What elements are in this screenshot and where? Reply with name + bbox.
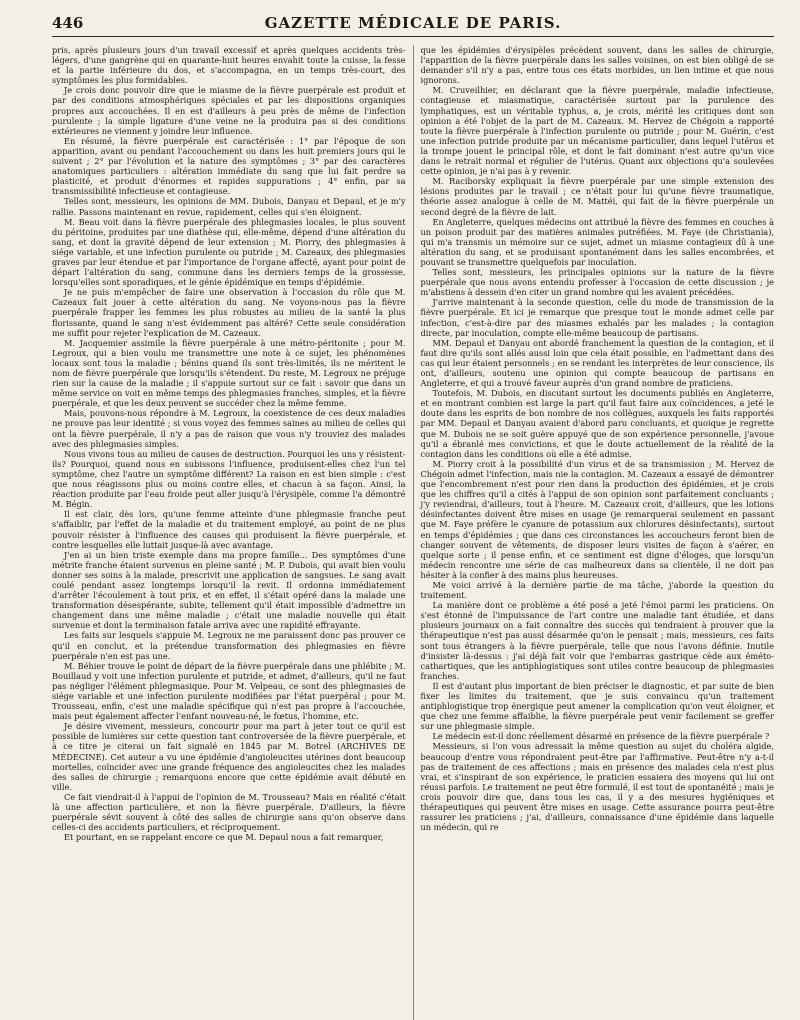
- paragraph: pris, après plusieurs jours d'un travail excessif et après quelques accidents très-légers, d'une gangrène qui en quarante-huit heures envahit toute la cuisse, la fesse et la partie inférieure du dos, et s'accompagna, en un temps très-court, des symptômes les plus formidables.: [52, 45, 406, 86]
- text-columns: [52, 45, 774, 1020]
- paragraph: Le médecin est-il donc réellement désarmé en présence de la fièvre puerpérale ?: [432, 731, 770, 742]
- paragraph: Je ne puis m'empêcher de faire une observation à l'occasion du rôle que M. Cazeaux fait jouer à cette altération du sang. Ne voyons-nous pas la fièvre puerpérale frapper les femmes les plus robustes au milieu de la santé la plus florissante, quand le sang n'est évidemment pas altéré? Cette seule considération me suffit pour rejeter l'explication de M. Cazeaux.: [52, 287, 406, 338]
- paragraph: M. Béhier trouve le point de départ de la fièvre puerpérale dans une phlébite ; M. Bouillaud y voit une infection purulente et putride, et admet, d'ailleurs, qu'il ne faut pas négliger l'élément phlegmasique. Pour M. Velpeau, ce sont des phlegmasies de siége variable et une infection purulente modifiées par l'état puerpéral ; pour M. Trousseau, enfin, c'est une maladie spécifique qui n'est pas propre à l'accouchée, mais peut également affecter l'enfant nouveau-né, le fœtus, l'homme, etc.: [52, 660, 406, 722]
- paragraph: MM. Depaul et Danyau ont abordé franchement la question de la contagion, et il faut dire qu'ils sont allés aussi loin que cela était possible, en l'admettant dans des cas qui leur étaient personnels ; en se rendant les interprètes de leur conscience, ils ont, d'ailleurs, soutenu une opinion qui compte beaucoup de partisans en Angleterre, et qui a trouvé faveur auprès d'un grand nombre de praticiens.: [420, 337, 774, 389]
- page-header: [52, 10, 774, 37]
- paragraph: Telles sont, messieurs, les principales opinions sur la nature de la fièvre puerpérale que nous avons entendu professer à l'occasion de cette discussion ; je m'abstiens à dessein d'en citer un grand nombre qui les avaient précédées.: [420, 267, 774, 298]
- paragraph: M. Cruveilhier, en déclarant que la fièvre puerpérale, maladie infectieuse, contagieuse et miasmatique, caractérisée surtout par la purulence des lymphatiques, est un véritable typhus, a, je crois, mérité les critiques dont son opinion a été l'objet de la part de M. Cazeaux. M. Hervez de Chégoin a rapporté toute la fièvre puerpérale à l'infection purulente ou putride ; pour M. Guérin, c'est une infection putride produite par un mécanisme particulier, dans lequel l'utérus et la trompe jouent le principal rôle, et dont le fait dominant n'est autre qu'un vice dans le retrait normal et régulier de l'utérus. Quant aux objections qu'a soulevées cette opinion, je n'ai pas à y revenir.: [420, 85, 774, 177]
- paragraph: Me voici arrivé à la dernière partie de ma tâche, j'aborde la question du traitement.: [420, 579, 774, 601]
- paragraph: Il est clair, dès lors, qu'une femme atteinte d'une phlegmasie franche peut s'affaiblir, par l'effet de la maladie et du traitement employé, au point de ne plus pouvoir résister à l'influence des causes qui produisent la fièvre puerpérale, et contre lesquelles elle luttait jusque-là avec avantage.: [52, 509, 406, 550]
- paragraph: J'arrive maintenant à la seconde question, celle du mode de transmission de la fièvre puerpérale. Et ici je remarque que presque tout le monde admet celle par infection, c'est-à-dire par des miasmes exhalés par les malades ; la contagion directe, par inoculation, compte elle-même beaucoup de partisans.: [420, 297, 774, 338]
- paragraph: Il est d'autant plus important de bien préciser le diagnostic, et par suite de bien fixer les limites du traitement, que je suis convaincu qu'un traitement antiphlogistique trop énergique peut amener la complication qu'on veut éloigner, et que chez une femme affaiblie, la fièvre puerpérale peut venir facilement se greffer sur une phlegmasie simple.: [420, 680, 774, 732]
- paragraph: M. Piorry croit à la possibilité d'un virus et de sa transmission ; M. Hervez de Chégoin admet l'infection, mais nie la contagion. M. Cazeaux a essayé de démontrer que l'encombrement n'est pour rien dans la production des épidémies, et je crois que les chiffres qu'il a cités à l'appui de son opinion sont parfaitement concluants ; j'y reviendrai, d'ailleurs, tout à l'heure. M. Cazeaux croit, d'ailleurs, que les lotions désinfectantes doivent être mises en usage (je remarquerai seulement en passant que M. Faye préfère le cyanure de potassium aux chlorures désinfectants), surtout en temps d'épidémies ; que dans ces circonstances les accoucheurs feront bien de changer souvent de vêtements, de disposer leurs visites de façon à s'aérer, en quelque sorte ; il pense enfin, et ce sentiment est digne d'éloges, que lorsqu'un médecin rencontre une série de cas malheureux dans sa clientèle, il ne doit pas hésiter à la confier à des mains plus heureuses.: [420, 458, 774, 580]
- journal-title: GAZETTE MÉDICALE DE PARIS.: [264, 14, 562, 32]
- paragraph: M. Raciborsky expliquait la fièvre puerpérale par une simple extension des lésions produites par le travail ; ce n'était pour lui qu'une fièvre traumatique, théorie assez analogue à celle de M. Mattéi, qui fait de la fièvre puerpérale un second degré de la fièvre de lait.: [420, 176, 774, 217]
- paragraph: M. Beau voit dans la fièvre puerpérale des phlegmasies locales, le plus souvent du péritoine, produites par une diathèse qui, elle-même, dépend d'une altération du sang, et dont la gravité dépend de leur extension ; M. Piorry, des phlegmasies à siége variable, et une infection purulente ou putride ; M. Cazeaux, des phlegmasies graves par leur étendue et par l'importance de l'organe affecté, ayant pour point de départ l'altération du sang, commune dans les derniers temps de la grossesse, lorsqu'elles sont sporadiques, et le génie épidémique en temps d'épidémie.: [52, 216, 406, 288]
- paragraph: M. Jacquemier assimile la fièvre puerpérale à une métro-péritonite ; pour M. Legroux, qui a bien voulu me transmettre une note à ce sujet, les phénomènes locaux sont tous la maladie ; bénins quand ils sont très-limités, ils ne méritent le nom de fièvre puerpérale que lorsqu'ils s'étendent. Du reste, M. Legroux ne préjuge rien sur la cause de la maladie ; il s'appuie surtout sur ce fait : savoir que dans un même service on voit en même temps des phlegmasies franches, simples, et la fièvre puerpérale, et que les deux peuvent se succéder chez la même femme.: [52, 337, 406, 409]
- paragraph: Nous vivons tous au milieu de causes de destruction. Pourquoi les uns y résistent-ils? Pourquoi, quand nous en subissons l'influence, produisent-elles chez l'un tel symptôme, chez l'autre un symptôme différent? La raison en est bien simple : c'est que nous réagissons plus ou moins contre elles, et chacun à sa façon. Ainsi, la réaction produite par l'eau froide peut aller jusqu'à l'érysipèle, comme l'a démontré M. Bégin.: [52, 448, 406, 510]
- paragraph: Je crois donc pouvoir dire que le miasme de la fièvre puerpérale est produit et par des conditions atmosphériques spéciales et par les dispositions organiques propres aux accouchées. Il en est d'ailleurs à peu près de même de l'infection purulente ; la simple ligature d'une veine ne la produira pas si des conditions extérieures ne viennent y joindre leur influence.: [52, 85, 406, 136]
- paragraph: Toutefois, M. Dubois, en discutant surtout les documents publiés en Angleterre, et en montrant combien est large la part qu'il faut faire aux coïncidences, a jeté le doute dans les esprits de bon nombre de nos collègues, auxquels les faits rapportés par MM. Depaul et Danyau avaient d'abord paru concluants, et quoique je regrette que M. Dubois ne se soit guère appuyé que de son expérience personnelle, j'avoue qu'il a ébranlé mes convictions, et que le doute actuellement de la réalité de la contagion dans les conditions où elle a été admise.: [420, 388, 774, 459]
- paragraph: En résumé, la fièvre puerpérale est caractérisée : 1° par l'époque de son apparition, avant ou pendant l'accouchement ou dans les huit premiers jours qui le suivent ; 2° par l'évolution et la nature des symptômes ; 3° par des caractères anatomiques particuliers : altération immédiate du sang que lui fait perdre sa plasticité, et produit d'énormes et rapides suppurations ; 4° enfin, par sa transmissibilité infectieuse et contagieuse.: [52, 135, 406, 197]
- paragraph: Et pourtant, en se rappelant encore ce que M. Depaul nous a fait remarquer,: [64, 832, 384, 843]
- paragraph: Les faits sur lesquels s'appuie M. Legroux ne me paraissent donc pas prouver ce qu'il en conclut, et la prétendue transformation des phlegmasies en fièvre puerpérale n'en est pas une.: [52, 630, 406, 661]
- paragraph: que les épidémies d'érysipèles précèdent souvent, dans les salles de chirurgie, l'apparition de la fièvre puerpérale dans les salles voisines, on est bien obligé de se demander s'il n'y a pas, entre tous ces états morbides, un lien intime et que nous ignorons.: [420, 45, 774, 86]
- paragraph: Mais, pouvons-nous répondre à M. Legroux, la coexistence de ces deux maladies ne prouve pas leur identité ; si vous voyez des femmes saines au milieu de celles qui ont la fièvre puerpérale, il n'y a pas de raison que vous n'y trouviez des malades avec des phlegmasies simples.: [52, 408, 406, 449]
- paragraph: En Angleterre, quelques médecins ont attribué la fièvre des femmes en couches à un poison produit par des matières animales putréfiées. M. Faye (de Christiania), qui m'a transmis un mémoire sur ce sujet, admet un miasme contagieux dû à une altération du sang, et se produisant spontanément dans les salles encombrées, et pouvant se transmettre quelquefois par inoculation.: [420, 216, 774, 267]
- paragraph: Ce fait viendrait-il à l'appui de l'opinion de M. Trousseau? Mais en réalité c'était là une affection particulière, et non la fièvre puerpérale. D'ailleurs, la fièvre puerpérale sévit souvent à côté des salles de chirurgie sans qu'on observe dans celles-ci des accidents particuliers, et réciproquement.: [52, 791, 406, 833]
- right-column: [413, 45, 775, 1020]
- paragraph: La manière dont ce problème a été posé a jeté l'émoi parmi les praticiens. On s'est étonné de l'impuissance de l'art contre une maladie tant étudiée, et dans plusieurs journaux on a fait connaître des succès qui tendraient à prouver que la thérapeutique n'est pas aussi désarmée qu'on le pensait ; mais, messieurs, ces faits sont tous étrangers à la fièvre puerpérale, telle que nous l'avons définie. Inutile d'insister là-dessus : j'ai déjà fait voir que l'embarras gastrique cède aux éméto-cathartiques, que les antiphlogistiques sont utiles contre beaucoup de phlegmasies franches.: [420, 600, 774, 681]
- paragraph: Messieurs, si l'on vous adressait la même question au sujet du choléra algide, beaucoup d'entre vous répondraient peut-être par l'affirmative. Peut-être n'y a-t-il pas de traitement de ces affections ; mais en présence des malades cela n'est plus vrai, et s'inspirant de son expérience, le praticien essaiera des moyens qui lui ont réussi parfois. Le traitement ne peut être formulé, il est tout de spontanéité ; mais je crois pouvoir dire que, dans tous les cas, il y a des mesures hygiéniques et thérapeutiques qui peuvent être mises en usage. Cette assurance pourra peut-être rassurer les praticiens ; j'ai, d'ailleurs, connaissance d'une épidémie dans laquelle un médecin, qui re: [420, 741, 774, 833]
- left-column: [52, 45, 413, 1020]
- page-number: 446: [52, 14, 84, 32]
- paragraph: Je désire vivement, messieurs, concourir pour ma part à jeter tout ce qu'il est possible de lumières sur cette question tant controversée de la fièvre puerpérale, et à ce titre je citerai un fait signalé en 1845 par M. Botrel (ARCHIVES DE MÉDECINE). Cet auteur a vu une épidémie d'angioleucites utérines dont beaucoup mortelles, coïncider avec une grande fréquence des angioleucites chez les malades des salles de chirurgie ; remarquons encore que cette épidémie avait débuté en ville.: [52, 721, 406, 792]
- paragraph: J'en ai un bien triste exemple dans ma propre famille... Des symptômes d'une métrite franche étaient survenus en pleine santé ; M. P. Dubois, qui avait bien voulu donner ses soins à la malade, prescrivit une application de sangsues. Le sang avait coulé pendant assez longtemps lorsqu'il la revit. Il ordonna immédiatement d'arrêter l'écoulement à tout prix, et en effet, il s'était opéré dans la malade une transformation désespérante, subite, tellement qu'il était impossible d'admettre un changement dans une même maladie ; c'était une maladie nouvelle qui était survenue et dont la terminaison fatale arriva avec une rapidité effrayante.: [52, 549, 406, 631]
- paragraph: Telles sont, messieurs, les opinions de MM. Dubois, Danyau et Depaul, et je m'y rallie. Passons maintenant en revue, rapidement, celles qui s'en éloignent.: [52, 196, 406, 217]
